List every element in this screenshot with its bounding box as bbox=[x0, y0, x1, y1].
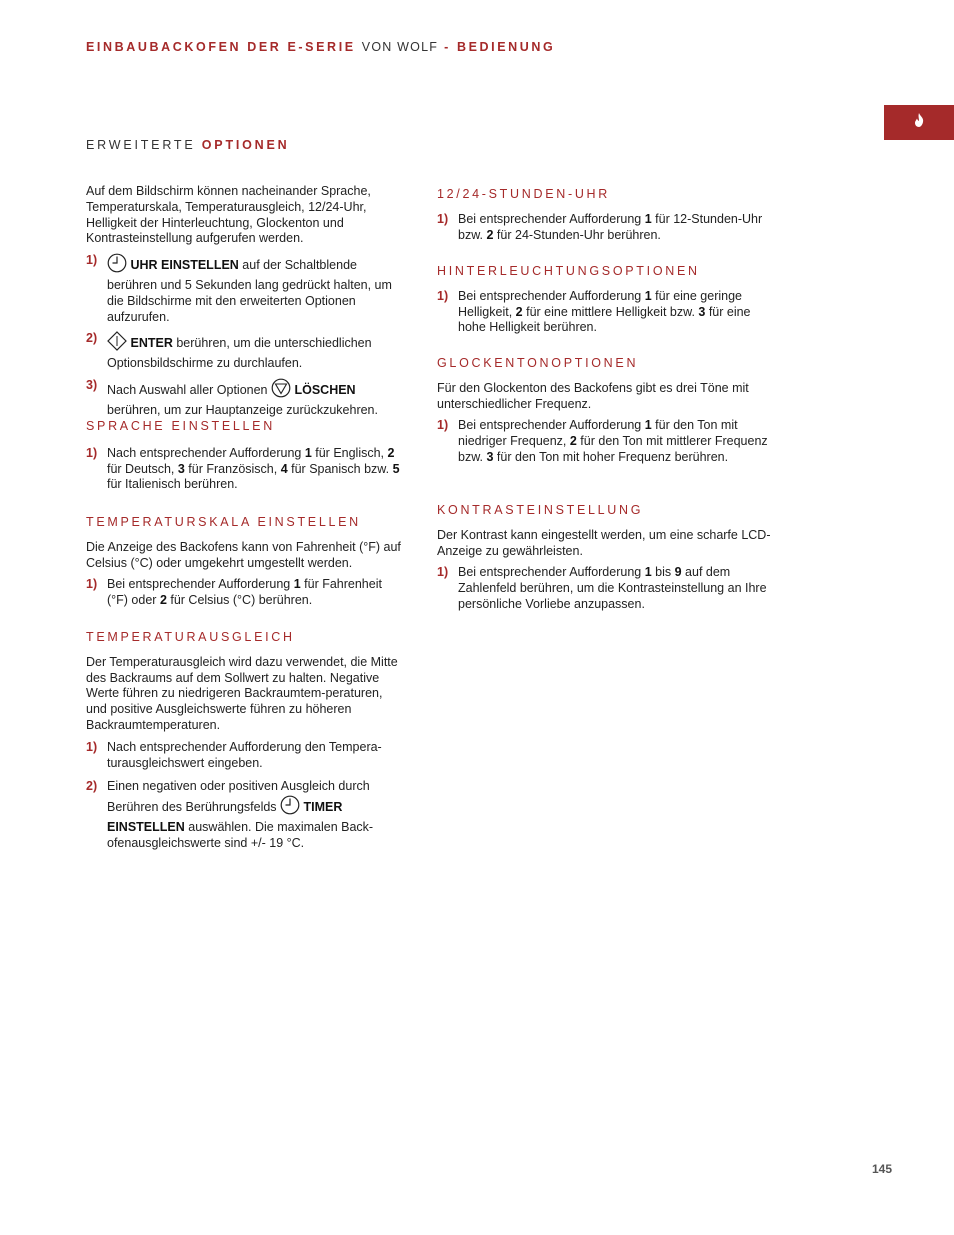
option-number: 1 bbox=[304, 445, 312, 460]
hinterleuchtung-step-1 bbox=[437, 289, 777, 336]
step-number: 2) bbox=[86, 779, 98, 794]
text: für 12-Stunden-Uhr bzw. bbox=[458, 211, 763, 242]
option-number: 1 bbox=[644, 288, 652, 303]
option-number: 2 bbox=[387, 445, 395, 460]
temperaturskala-text: Die Anzeige des Backofens kann von Fahrenheit (°F) auf Celsius (°C) oder umgekehrt umgestellt werden. bbox=[86, 539, 401, 570]
uhr-einstellen-label: UHR EINSTELLEN bbox=[130, 258, 239, 273]
kontrast-heading: KONTRASTEINSTELLUNG bbox=[437, 503, 644, 517]
kontrast-block bbox=[437, 503, 777, 613]
timer-einstellen-label: TIMER EINSTELLEN bbox=[107, 800, 343, 834]
sprache-step-1 bbox=[86, 446, 406, 493]
header-title: EINBAUBACKOFEN DER E-SERIE bbox=[86, 40, 356, 54]
option-number: 2 bbox=[515, 304, 523, 319]
header-brand: VON WOLF bbox=[361, 40, 439, 54]
glockenton-block bbox=[437, 356, 777, 466]
clock-icon bbox=[107, 253, 127, 278]
intro-block bbox=[86, 184, 406, 419]
option-number: 1 bbox=[644, 565, 652, 580]
step-number: 1) bbox=[86, 577, 98, 592]
step-number: 1) bbox=[437, 211, 449, 226]
step-number: 1) bbox=[437, 565, 449, 580]
text: für Spanisch bzw. bbox=[287, 461, 393, 476]
step-number: 1) bbox=[86, 739, 98, 754]
page-number: 145 bbox=[872, 1162, 893, 1176]
temperaturskala-heading: TEMPERATURSKALA EINSTELLEN bbox=[86, 515, 361, 529]
option-number: 2 bbox=[486, 227, 494, 242]
temperaturausgleich-step-2 bbox=[86, 779, 406, 851]
triangle-clear-icon bbox=[271, 378, 291, 403]
temperaturausgleich-step-1 bbox=[86, 740, 406, 772]
step-number: 2) bbox=[86, 331, 98, 346]
kontrast-step-1 bbox=[437, 565, 777, 612]
option-number: 3 bbox=[486, 449, 494, 464]
section-title bbox=[86, 138, 289, 154]
text: für den Ton mit niedriger Frequenz, bbox=[458, 418, 738, 449]
flame-icon bbox=[913, 113, 925, 132]
option-number: 4 bbox=[280, 461, 288, 476]
text: für Celsius (°C) berühren. bbox=[166, 593, 313, 608]
option-number: 5 bbox=[392, 461, 400, 476]
option-number: 3 bbox=[698, 304, 706, 319]
option-number: 1 bbox=[644, 418, 652, 433]
chapter-tab bbox=[884, 105, 954, 140]
text: Bei entsprechender Aufforderung bbox=[458, 418, 645, 433]
sprache-heading: SPRACHE EINSTELLEN bbox=[86, 419, 275, 433]
step-text: berühren, um zur Hauptanzeige zurückzukehren. bbox=[107, 402, 378, 417]
uhr-heading: 12/24-STUNDEN-UHR bbox=[437, 187, 611, 201]
hinterleuchtung-block bbox=[437, 264, 777, 336]
step-number: 1) bbox=[86, 445, 98, 460]
step-number: 1) bbox=[437, 418, 449, 433]
option-number: 1 bbox=[293, 577, 301, 592]
kontrast-text: Der Kontrast kann eingestellt werden, um eine scharfe LCD-Anzeige zu gewährleisten. bbox=[437, 527, 771, 558]
running-header bbox=[86, 40, 555, 56]
option-number: 9 bbox=[674, 565, 682, 580]
option-number: 1 bbox=[644, 211, 652, 226]
intro-step-1 bbox=[86, 253, 406, 325]
text: Bei entsprechender Aufforderung bbox=[458, 565, 645, 580]
sprache-block bbox=[86, 419, 406, 493]
text: für Italienisch berühren. bbox=[107, 477, 238, 492]
hinterleuchtung-heading: HINTERLEUCHTUNGSOPTIONEN bbox=[437, 264, 700, 278]
intro-text: Auf dem Bildschirm können nacheinander Sprache, Temperaturskala, Temperaturausgleich, 12/24-Uhr, Helligkeit der Hinterleuchtung, Glockenton und Kontrasteinstellung aufgerufen werden. bbox=[86, 184, 371, 246]
text: Bei entsprechender Aufforderung bbox=[458, 288, 645, 303]
step-text: auswählen. Die maximalen Back-ofenausgleichswerte sind +/- 19 °C. bbox=[107, 819, 374, 850]
text: Bei entsprechender Aufforderung bbox=[107, 577, 294, 592]
text: für eine hohe Helligkeit berühren. bbox=[458, 304, 751, 335]
step-text: auf der Schaltblende berühren und 5 Sekunden lang gedrückt halten, um die Bildschirme mit den erweiterten Optionen aufzurufen. bbox=[107, 258, 392, 324]
text: für Englisch, bbox=[311, 445, 388, 460]
intro-step-2 bbox=[86, 331, 406, 372]
text: für Französisch, bbox=[184, 461, 281, 476]
step-number: 1) bbox=[86, 253, 98, 268]
glockenton-text: Für den Glockenton des Backofens gibt es drei Töne mit unterschiedlicher Frequenz. bbox=[437, 380, 749, 411]
temperaturskala-step-1 bbox=[86, 577, 406, 609]
text: für Deutsch, bbox=[107, 461, 178, 476]
text: für eine geringe Helligkeit, bbox=[458, 288, 743, 319]
glockenton-heading: GLOCKENTONOPTIONEN bbox=[437, 356, 639, 370]
step-text-pre: Einen negativen oder positiven Ausgleich durch Berühren des Berührungsfelds bbox=[107, 779, 370, 815]
section-title-accent: OPTIONEN bbox=[201, 138, 290, 152]
timer-icon bbox=[280, 795, 300, 820]
step-number: 1) bbox=[437, 288, 449, 303]
text: Bei entsprechender Aufforderung bbox=[458, 211, 645, 226]
option-number: 2 bbox=[569, 434, 577, 449]
diamond-enter-icon bbox=[107, 331, 127, 356]
text: für 24-Stunden-Uhr berühren. bbox=[493, 227, 661, 242]
text: für den Ton mit hoher Frequenz berühren. bbox=[493, 449, 729, 464]
uhr-step-1 bbox=[437, 212, 777, 244]
text: für den Ton mit mittlerer Frequenz bzw. bbox=[458, 434, 768, 464]
temperaturskala-block bbox=[86, 515, 406, 609]
text: für Fahrenheit (°F) oder bbox=[107, 577, 382, 608]
loeschen-label: LÖSCHEN bbox=[294, 382, 356, 397]
text: für eine mittlere Helligkeit bzw. bbox=[522, 304, 699, 319]
step-text: berühren, um die unterschiedlichen Optionsbildschirme zu durchlaufen. bbox=[107, 336, 372, 371]
text: Nach entsprechender Aufforderung bbox=[107, 445, 305, 460]
uhr-block bbox=[437, 187, 777, 243]
text: auf dem Zahlenfeld berühren, um die Kontrasteinstellung an Ihre persönliche Vorliebe anzupassen. bbox=[458, 565, 767, 611]
temperaturausgleich-heading: TEMPERATURAUSGLEICH bbox=[86, 630, 295, 644]
temperaturausgleich-block bbox=[86, 630, 406, 852]
text: bis bbox=[651, 565, 675, 580]
step-number: 3) bbox=[86, 377, 98, 392]
header-suffix: - BEDIENUNG bbox=[444, 40, 556, 54]
glockenton-step-1 bbox=[437, 418, 777, 465]
option-number: 3 bbox=[177, 461, 185, 476]
temperaturausgleich-text: Der Temperaturausgleich wird dazu verwendet, die Mitte des Backraums auf dem Sollwert zu halten. Negative Werte führen zu niedrigeren Backraumtem-peraturen, und positive Ausgleichswerte führen zu höheren Backraumtemperaturen. bbox=[86, 654, 398, 732]
intro-step-3 bbox=[86, 378, 406, 419]
step-text: Nach entsprechender Aufforderung den Tempera-turausgleichswert eingeben. bbox=[107, 739, 382, 770]
option-number: 2 bbox=[159, 593, 167, 608]
step-text-pre: Nach Auswahl aller Optionen bbox=[107, 382, 271, 397]
section-title-plain: ERWEITERTE bbox=[86, 138, 196, 152]
enter-label: ENTER bbox=[130, 336, 173, 351]
